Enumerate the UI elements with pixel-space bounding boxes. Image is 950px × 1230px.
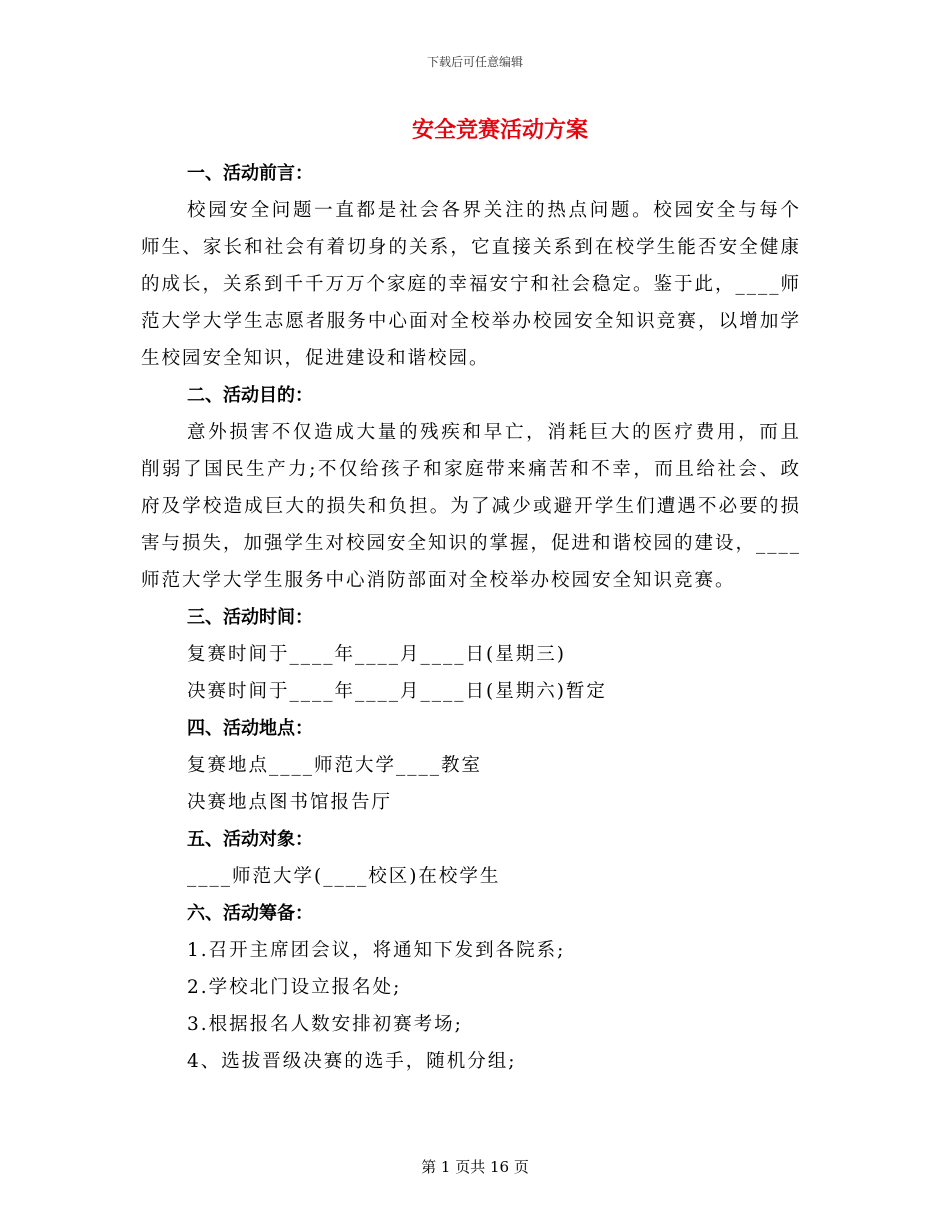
section-paragraph-preface: 校园安全问题一直都是社会各界关注的热点问题。校园安全与每个师生、家长和社会有着切身的关系，它直接关系到在校学生能否安全健康的成长，关系到千千万万个家庭的幸福安宁和社会稳定。鉴于此，____师范大学大学生志愿者服务中心面对全校举办校园安全知识竞赛，以增加学生校园安全知识，促进建设和谐校园。 bbox=[141, 200, 802, 369]
document-body bbox=[141, 155, 801, 1080]
section-heading-time: 三、活动时间： bbox=[187, 607, 313, 628]
section-paragraph-purpose: 意外损害不仅造成大量的残疾和早亡，消耗巨大的医疗费用，而且削弱了国民生产力;不仅给孩子和家庭带来痛苦和不幸，而且给社会、政府及学校造成巨大的损失和负担。为了减少或避开学生们遭遇不必要的损害与损失，加强学生对校园安全知识的掌握，促进和谐校园的建设，____师范大学大学生服务中心消防部面对全校举办校园安全知识竞赛。 bbox=[141, 422, 802, 591]
final-location-line: 决赛地点图书馆报告厅 bbox=[187, 792, 393, 813]
section-heading-preface: 一、活动前言： bbox=[187, 163, 313, 184]
audience-line: ____师范大学(____校区)在校学生 bbox=[187, 866, 501, 887]
section-heading-preparation: 六、活动筹备： bbox=[187, 903, 313, 924]
preparation-item-4: 4、选拔晋级决赛的选手，随机分组; bbox=[187, 1051, 517, 1072]
semifinal-location-line: 复赛地点____师范大学____教室 bbox=[187, 755, 483, 776]
document-title: 安全竞赛活动方案 bbox=[411, 118, 588, 143]
header-note: 下载后可任意编辑 bbox=[426, 55, 523, 69]
preparation-item-2: 2.学校北门设立报名处; bbox=[187, 977, 402, 998]
semifinal-time-line: 复赛时间于____年____月____日(星期三) bbox=[187, 644, 566, 665]
preparation-item-1: 1.召开主席团会议，将通知下发到各院系; bbox=[187, 940, 566, 961]
section-heading-location: 四、活动地点： bbox=[187, 718, 313, 739]
page-footer: 第 1 页共 16 页 bbox=[421, 1158, 529, 1176]
final-time-line: 决赛时间于____年____月____日(星期六)暂定 bbox=[187, 681, 607, 702]
section-heading-audience: 五、活动对象： bbox=[187, 829, 313, 850]
section-heading-purpose: 二、活动目的： bbox=[187, 385, 313, 406]
preparation-item-3: 3.根据报名人数安排初赛考场; bbox=[187, 1014, 463, 1035]
